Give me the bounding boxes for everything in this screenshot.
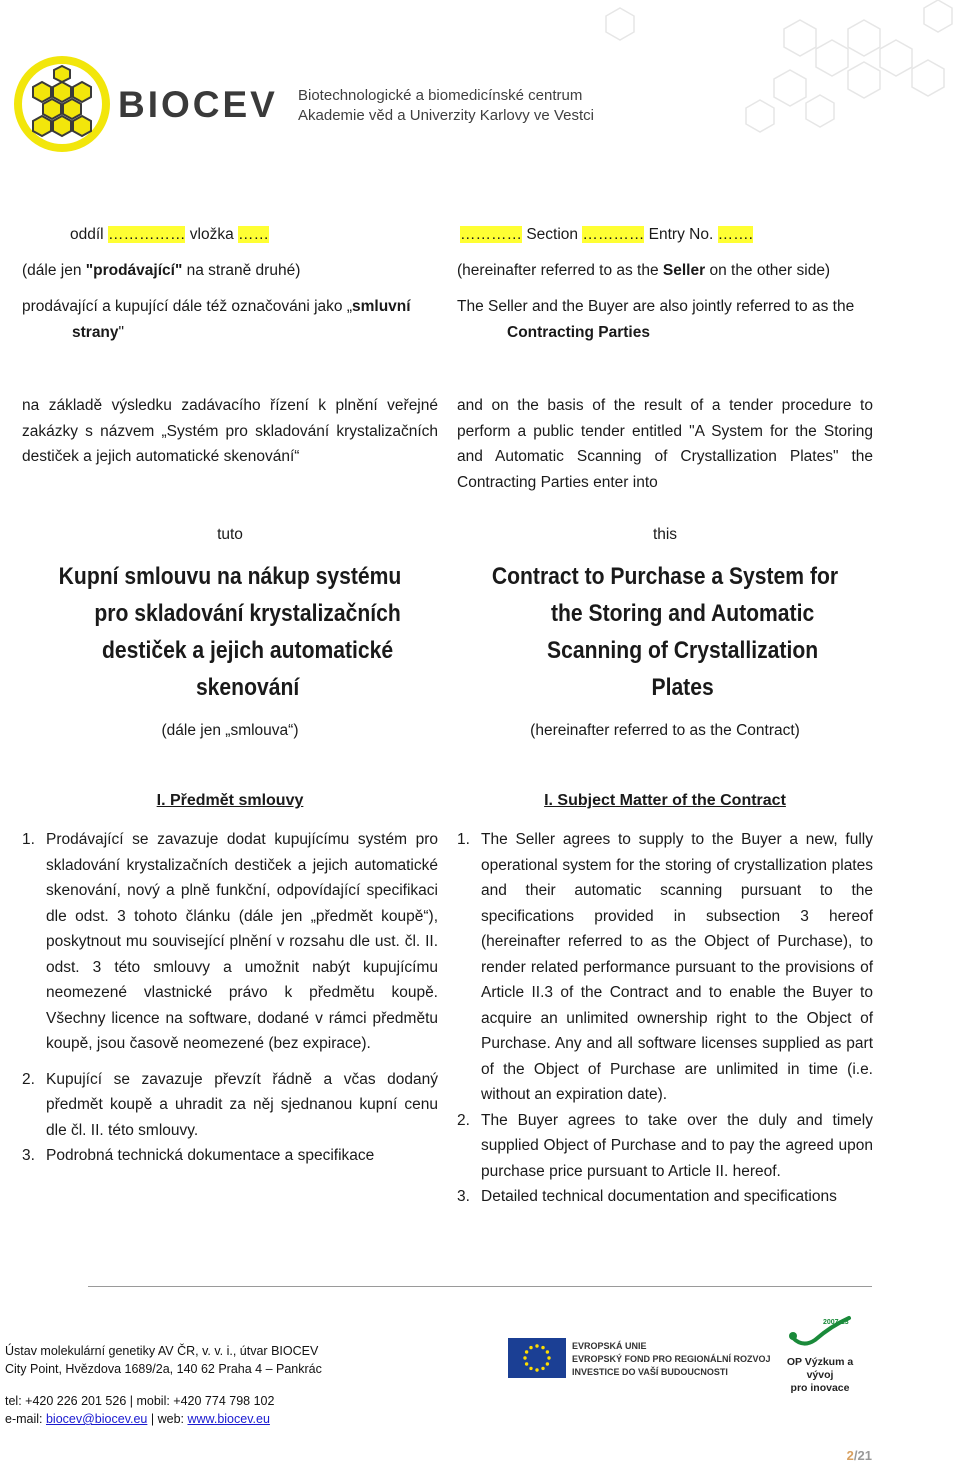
registry-blank: …………… (107, 226, 186, 243)
registry-label-vlozka: vložka (189, 226, 234, 243)
op-text: OP Výzkum a vývoj pro inovace (786, 1356, 854, 1394)
list-item: 3. Detailed technical documentation and specifications (457, 1188, 837, 1205)
list-item: 1. Prodávající se zavazuje dodat kupujícímu systém pro skladování krystalizačních destiček a jejich automatické skenování, nový a plně funkční, odpovídající specifikaci dle odst. 3 tohoto článku (dále jen „předmět koupě“), poskytnout mu související plnění v rozsahu dle ust. čl. II. odst. 3 této smlouvy a umožnit nabýt kupujícímu neomezené vlastnické právo k předmětu koupě. Všechny licence na software, dodané v rámci předmětu koupě, jsou časově neomezené (bez expirace). (22, 831, 438, 1052)
institution-line-1: Biotechnologické a biomedicínské centrum (298, 87, 583, 104)
email-link[interactable]: biocev@biocev.eu (45, 1412, 148, 1426)
eu-star-icon (541, 1346, 544, 1349)
eu-star-icon (529, 1346, 532, 1349)
footer-address (5, 1342, 322, 1378)
op-years: 2007-13 (823, 1319, 849, 1326)
web-link[interactable]: www.biocev.eu (187, 1412, 270, 1426)
seller-en: (hereinafter referred to as the Seller on the other side) (457, 262, 831, 279)
eu-star-icon (546, 1362, 549, 1365)
page-number: 2/21 (846, 1448, 872, 1463)
footer-contact: tel: +420 226 201 526 | mobil: +420 774 798 102 e-mail: biocev@biocev.eu | web: www.biocev.eu (5, 1394, 275, 1426)
op-vavpi-logo-icon (785, 1312, 855, 1352)
footer-org: Ústav molekulární genetiky AV ČR, v. v. i., útvar BIOCEV (5, 1344, 319, 1358)
contract-abbrev-cz: (dále jen „smlouva“) (161, 722, 299, 739)
basis-en: and on the basis of the result of a tender procedure to perform a public tender entitled "A System for the Storing and Automatic Scanning of Crystallization Plates" the Contracting Parties enter into (457, 397, 873, 491)
contract-intro-en: this (652, 526, 678, 543)
eu-star-icon (525, 1350, 528, 1353)
footer-divider (88, 1286, 872, 1287)
eu-star-icon (541, 1367, 544, 1370)
registry-blank: ………… (460, 226, 522, 243)
registry-label-section: Section (526, 226, 579, 243)
registry-label-oddil: oddíl (70, 226, 104, 243)
section-heading-cz: I. Předmět smlouvy (156, 792, 304, 809)
items-en (457, 827, 873, 1210)
footer-address-line: City Point, Hvězdova 1689/2a, 140 62 Praha 4 – Pankrác (5, 1362, 322, 1376)
section-heading-en: I. Subject Matter of the Contract (544, 792, 786, 809)
registry-blank: …… (238, 226, 269, 243)
parties-en: The Seller and the Buyer are also jointly referred to as the Contracting Parties (457, 298, 855, 341)
eu-text: EVROPSKÁ UNIE EVROPSKÝ FOND PRO REGIONÁLNÍ ROZVOJ INVESTICE DO VAŠÍ BUDOUCNOSTI (572, 1341, 771, 1377)
brand-name: BIOCEV (118, 84, 278, 125)
registry-en (460, 222, 753, 248)
basis-cz: na základě výsledku zadávacího řízení k plnění veřejné zakázky s názvem „Systém pro skladování krystalizačních destiček a jejich automatické skenování“ (22, 397, 438, 465)
eu-star-icon (547, 1356, 550, 1359)
eu-star-icon (535, 1368, 538, 1371)
eu-star-icon (523, 1356, 526, 1359)
registry-cz (70, 222, 269, 248)
list-item: 3. Podrobná technická dokumentace a specifikace (22, 1147, 375, 1164)
seller-cz: (dále jen "prodávající" na straně druhé) (22, 262, 301, 279)
eu-star-icon (535, 1344, 538, 1347)
registry-blank: ……. (717, 226, 753, 243)
eu-star-icon (546, 1350, 549, 1353)
footer-phone: tel: +420 226 201 526 | mobil: +420 774 798 102 (5, 1394, 275, 1408)
hexagon-pattern (560, 0, 960, 140)
eu-star-icon (529, 1367, 532, 1370)
list-item: 2. The Buyer agrees to take over the duly and timely supplied Object of Purchase and to pay the agreed upon purchase price pursuant to Article II. hereof. (457, 1111, 873, 1180)
list-item: 2. Kupující se zavazuje převzít řádně a včas dodaný předmět koupě a uhradit za něj sjednanou kupní cenu dle čl. II. této smlouvy. (22, 1070, 438, 1139)
list-item: 1. The Seller agrees to supply to the Buyer a new, fully operational system for the storing of crystallization plates and their automatic scanning pursuant to the specifications provided in subsection 3 hereof (hereinafter referred to as the Object of Purchase), to render related performance pursuant to the provisions of Article II.3 of the Contract and to enable the Buyer to acquire an unlimited ownership right to the Object of Purchase. Any and all software licenses supplied as part of the Object of Purchase are unlimited in time (i.e. without an expiration date). (457, 831, 873, 1103)
parties-cz: prodávající a kupující dále též označováni jako „smluvní strany" (22, 298, 411, 341)
biocev-logo-icon (14, 56, 110, 152)
institution-name (298, 86, 594, 126)
institution-line-2: Akademie věd a Univerzity Karlovy ve Vestci (298, 107, 594, 124)
contract-abbrev-en: (hereinafter referred to as the Contract) (530, 722, 800, 739)
contract-intro-cz: tuto (217, 526, 243, 543)
eu-flag-icon (508, 1338, 566, 1378)
items-cz (22, 827, 438, 1169)
eu-star-icon (525, 1362, 528, 1365)
registry-label-entry: Entry No. (648, 226, 714, 243)
contract-title-cz: Kupní smlouvu na nákup systému pro skladování krystalizačních destiček a jejich automatické skenování (58, 563, 402, 701)
contract-title-en: Contract to Purchase a System for the Storing and Automatic Scanning of Crystallization Plates (491, 563, 839, 701)
registry-blank: ………… (582, 226, 645, 243)
